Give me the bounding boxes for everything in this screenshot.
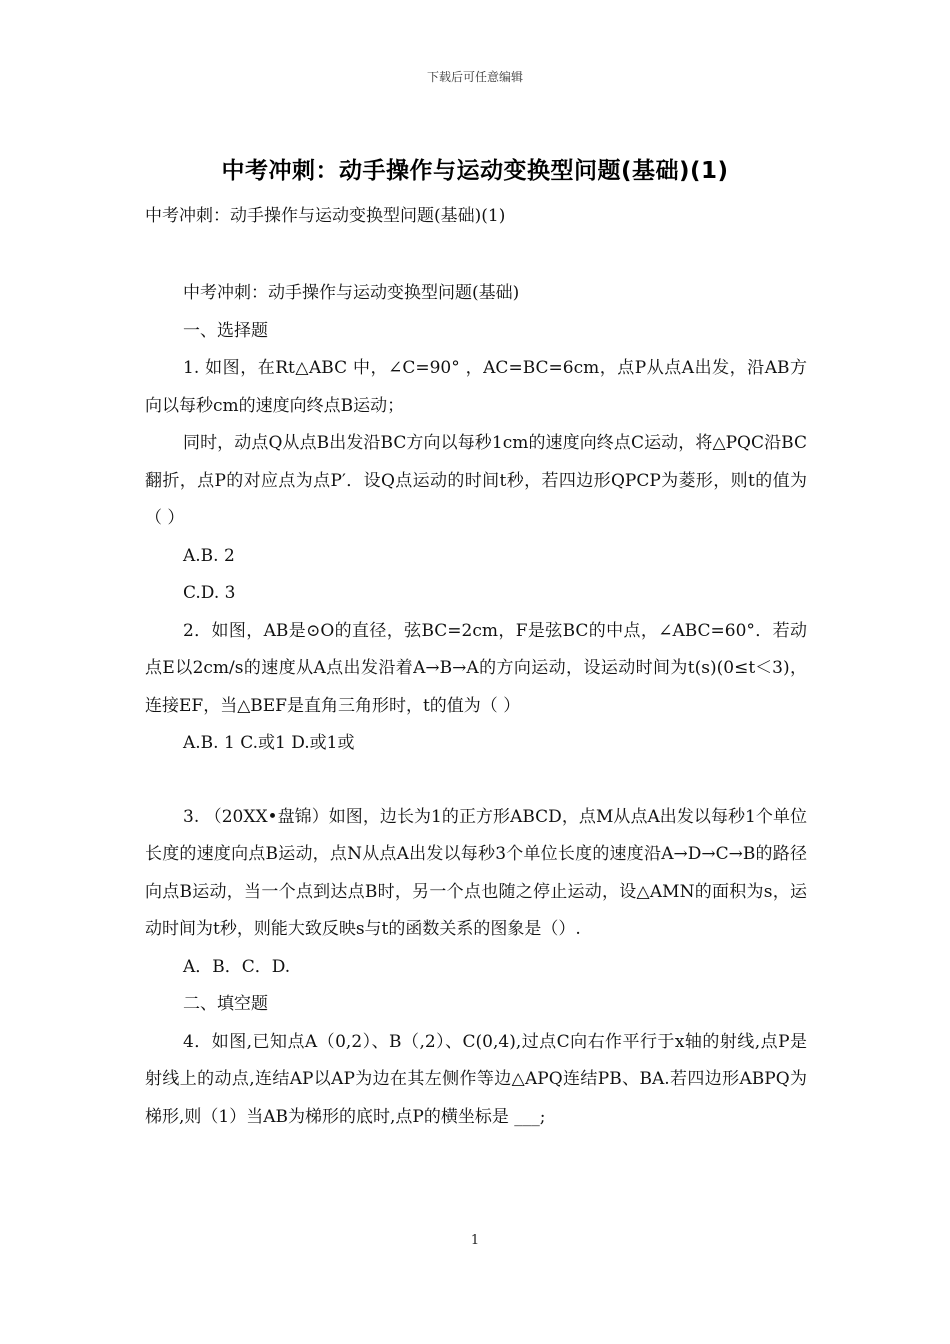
document-body <box>145 275 807 1136</box>
section-fill-heading: 二、填空题 <box>183 994 268 1014</box>
question-2-options: A.B. 1 C.或1 D.或1或 <box>183 733 355 753</box>
question-1-options-cd: C.D. 3 <box>183 583 236 603</box>
paragraph-gap <box>145 763 807 799</box>
question-1-text: 1. 如图，在Rt△ABC 中，∠C=90° ，AC=BC=6cm，点P从点A出发，沿AB方向以每秒cm的速度向终点B运动； <box>145 358 807 416</box>
intro-line: 中考冲刺：动手操作与运动变换型问题(基础) <box>183 283 520 303</box>
question-2-text: 2．如图，AB是⊙O的直径，弦BC=2cm，F是弦BC的中点，∠ABC=60°．若动点E以2cm/s的速度从A点出发沿着A→B→A的方向运动，设运动时间为t(s)(0≤t＜3)，连接EF，当△BEF是直角三角形时，t的值为（ ） <box>145 620 807 716</box>
question-3-text: 3. （20XX•盘锦）如图，边长为1的正方形ABCD，点M从点A出发以每秒1个单位长度的速度向点B运动，点N从点A出发以每秒3个单位长度的速度沿A→D→C→B的路径向点B运动，当一个点到达点B时，另一个点也随之停止运动，设△AMN的面积为s，运动时间为t秒，则能大致反映s与t的函数关系的图象是（）. <box>145 806 807 939</box>
document-title: 中考冲刺：动手操作与运动变换型问题(基础)(1) <box>221 158 729 184</box>
document-subtitle: 中考冲刺：动手操作与运动变换型问题(基础)(1) <box>145 206 506 226</box>
header-note: 下载后可任意编辑 <box>426 70 523 84</box>
section-choice-heading: 一、选择题 <box>183 320 268 341</box>
question-1-continued: 同时，动点Q从点B出发沿BC方向以每秒1cm的速度向终点C运动，将△PQC沿BC翻折，点P的对应点为点P′．设Q点运动的时间t秒，若四边形QPCP为菱形，则t的值为（ ） <box>145 433 807 528</box>
question-3-options: A．B．C．D. <box>183 956 291 977</box>
question-4-text: 4．如图,已知点A（0,2）、B（,2）、C(0,4),过点C向右作平行于x轴的射线,点P是射线上的动点,连结AP以AP为边在其左侧作等边△APQ连结PB、BA.若四边形ABPQ为梯形,则（1）当AB为梯形的底时,点P的横坐标是 ___; <box>145 1031 807 1127</box>
page-number: 1 <box>470 1233 480 1248</box>
question-1-options-ab: A.B. 2 <box>183 545 235 566</box>
